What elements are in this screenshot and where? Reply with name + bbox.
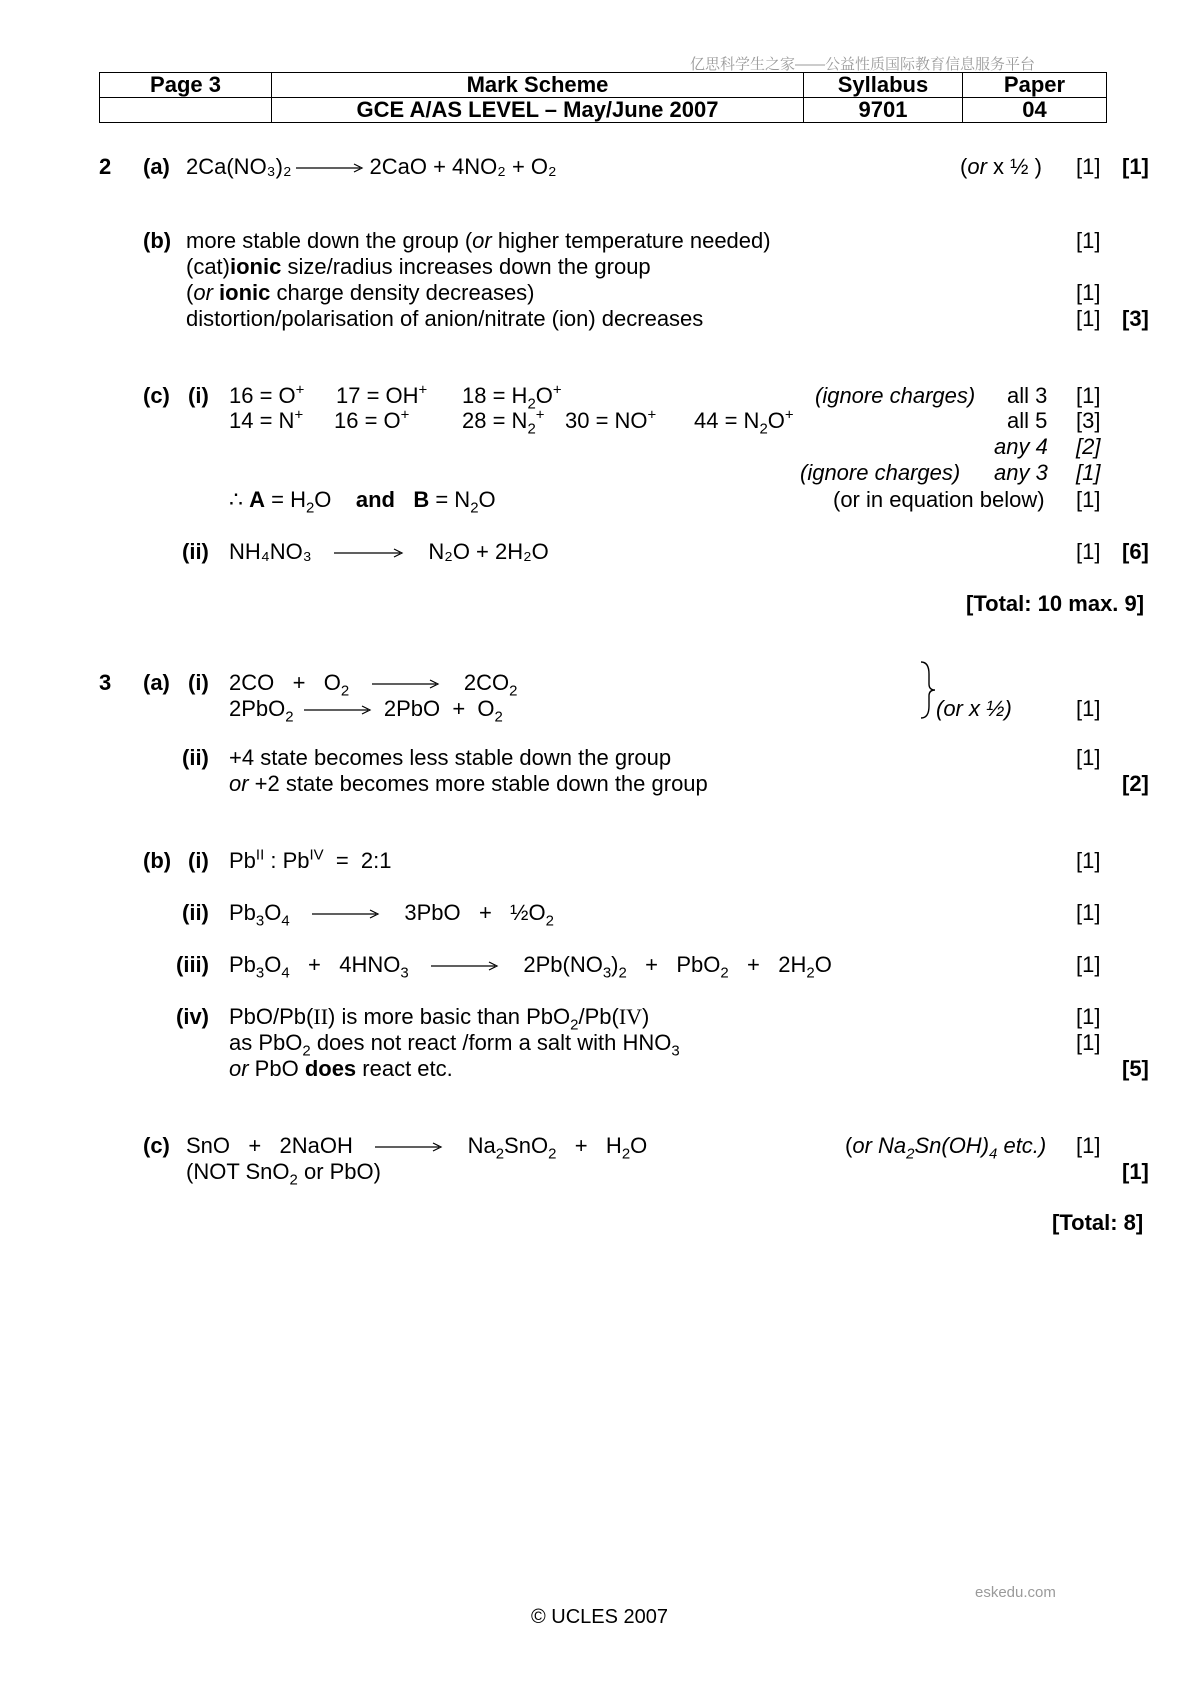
q2c-ii-equation bbox=[229, 541, 549, 563]
q3a-mark: [1] bbox=[1076, 696, 1101, 721]
header-empty-cell bbox=[100, 98, 272, 123]
copyright-footer: © UCLES 2007 bbox=[531, 1606, 669, 1628]
q2c-any3: any 3 bbox=[994, 460, 1048, 485]
q3a-note: (or x ½) bbox=[936, 696, 1012, 721]
q2c-ii-mark: [1] bbox=[1076, 539, 1101, 564]
q2c-ignore-charges: (ignore charges) bbox=[815, 383, 976, 408]
q2c-any3-mark: [1] bbox=[1076, 460, 1101, 485]
reaction-arrow-icon bbox=[375, 1142, 445, 1152]
q2b-line4: distortion/polarisation of anion/nitrate (ion) decreases bbox=[186, 306, 704, 331]
q3c-equation: SnO + 2NaOH $Na_2SnO_2 + H_2O$ bbox=[186, 1133, 648, 1163]
question-3-number: 3 bbox=[99, 670, 112, 695]
q3b-iv-line2: as PbO$_2$ does not react /form a salt with $HNO_3$ bbox=[229, 1030, 680, 1060]
q2b-line1-mark: [1] bbox=[1076, 228, 1101, 253]
q2c-conclusion: ∴ $A = H_2O$ and $B = N_2O$ bbox=[229, 487, 496, 517]
q2b-line4-mark: [1] bbox=[1076, 306, 1101, 331]
q2-grand-total: [Total: 10 max. 9] bbox=[966, 591, 1145, 616]
q3a-ii-line1: +4 state becomes less stable down the group bbox=[229, 745, 672, 770]
q3a-eq1: $2CO + O_2$ $2CO_2$ bbox=[229, 670, 518, 700]
q2c-row1-item: $18 = H_2O^+$ bbox=[462, 381, 562, 413]
q3b-iv-label: (iv) bbox=[176, 1004, 209, 1029]
q3c-mark: [1] bbox=[1076, 1133, 1101, 1158]
q3b-label: (b) bbox=[143, 848, 172, 873]
q2c-row2-item: $28 = N_2^+$ bbox=[462, 406, 545, 438]
q3a-eq2: 2PbO$_2$ $2PbO + O_2$ bbox=[229, 696, 503, 726]
q2a-equation bbox=[186, 156, 557, 178]
q2c-label: (c) bbox=[143, 383, 170, 408]
q3b-i-mark: [1] bbox=[1076, 848, 1101, 873]
header-paper-label: Paper bbox=[963, 73, 1107, 98]
q3b-ii-equation: $Pb_3O_4$ $3PbO + \frac{1}{2}O_2$ bbox=[229, 900, 554, 930]
site-watermark: eskedu.com bbox=[975, 1584, 1056, 1601]
q2b-line3-mark: [1] bbox=[1076, 280, 1101, 305]
watermark-text: 亿思科学生之家——公益性质国际教育信息服务平台 bbox=[690, 56, 1036, 73]
q3b-iv-line1: PbO/Pb(II) is more basic than PbO$_2$/Pb(IV) bbox=[229, 1004, 650, 1034]
q3b-i-label: (i) bbox=[188, 848, 209, 873]
header-paper: 04 bbox=[963, 98, 1107, 123]
q3b-i-text: $Pb^{II}$ : $Pb^{IV}$ = 2:1 bbox=[229, 846, 392, 873]
header-syllabus-label: Syllabus bbox=[804, 73, 963, 98]
q2c-ii-lhs: NH₄NO₃ bbox=[229, 539, 312, 564]
q2c-ignore-charges-2: (ignore charges) bbox=[800, 460, 961, 485]
header-mark-scheme: Mark Scheme bbox=[272, 73, 804, 98]
q2b-line2: (cat)ionic size/radius increases down the group bbox=[186, 254, 651, 279]
header-exam: GCE A/AS LEVEL – May/June 2007 bbox=[272, 98, 804, 123]
q2b-label: (b) bbox=[143, 228, 172, 253]
q3a-ii-mark: [1] bbox=[1076, 745, 1101, 770]
q2c-i-label: (i) bbox=[188, 383, 209, 408]
q2c-row1-item: 16 = O+ bbox=[229, 381, 305, 408]
header-table bbox=[99, 72, 1107, 123]
q3b-iii-equation: $Pb_3O_4 + 4HNO_3$ $2Pb(NO_3)_2 + PbO_2 + 2H_2O$ bbox=[229, 952, 832, 982]
q3b-iv-line2-mark: [1] bbox=[1076, 1030, 1101, 1055]
q2c-row2-item: $44 = N_2O^+$ bbox=[694, 406, 794, 438]
q3b-ii-label: (ii) bbox=[182, 900, 209, 925]
q3a-total: [2] bbox=[1122, 771, 1149, 796]
q3c-total: [1] bbox=[1122, 1159, 1149, 1184]
question-2-number: 2 bbox=[99, 154, 112, 179]
q2c-row2-item: 14 = N+ bbox=[229, 406, 304, 433]
q2a-label: (a) bbox=[143, 154, 170, 179]
q3c-label: (c) bbox=[143, 1133, 170, 1158]
reaction-arrow-icon bbox=[372, 679, 442, 689]
q3a-ii-label: (ii) bbox=[182, 745, 209, 770]
q3b-iii-label: (iii) bbox=[176, 952, 209, 977]
reaction-arrow-icon bbox=[431, 961, 501, 971]
reaction-arrow-icon bbox=[334, 548, 406, 558]
q2c-all3-mark: [1] bbox=[1076, 383, 1101, 408]
right-brace-icon bbox=[918, 660, 938, 720]
q2a-rhs: 2CaO + 4NO₂ + O₂ bbox=[369, 154, 557, 179]
q2a-total: [1] bbox=[1122, 154, 1149, 179]
q2c-all3: all 3 bbox=[1007, 383, 1048, 408]
q2a-mark: [1] bbox=[1076, 154, 1101, 179]
q3b-iv-line1-mark: [1] bbox=[1076, 1004, 1101, 1029]
q3a-ii-line2: or +2 state becomes more stable down the group bbox=[229, 771, 708, 796]
q2c-any4-mark: [2] bbox=[1076, 434, 1101, 459]
q2b-total: [3] bbox=[1122, 306, 1149, 331]
q2a-note: (or x ½ ) bbox=[960, 154, 1042, 179]
q3-grand-total: [Total: 8] bbox=[1052, 1210, 1144, 1235]
q3a-label: (a) bbox=[143, 670, 170, 695]
q2b-line3: (or ionic charge density decreases) bbox=[186, 280, 535, 305]
q2c-row1-item: 17 = OH+ bbox=[336, 381, 428, 408]
q2c-row2-item: 16 = O+ bbox=[334, 406, 410, 433]
reaction-arrow-icon bbox=[296, 163, 366, 173]
reaction-arrow-icon bbox=[304, 705, 374, 715]
q2c-ii-label: (ii) bbox=[182, 539, 209, 564]
q2c-total: [6] bbox=[1122, 539, 1149, 564]
q2c-row2-item: 30 = NO+ bbox=[565, 406, 657, 433]
q2c-any4: any 4 bbox=[994, 434, 1048, 459]
q2c-ii-rhs: N₂O + 2H₂O bbox=[428, 539, 549, 564]
q2b-line1: more stable down the group (or higher temperature needed) bbox=[186, 228, 771, 253]
q2c-all5-mark: [3] bbox=[1076, 408, 1101, 433]
header-page: Page 3 bbox=[100, 73, 272, 98]
reaction-arrow-icon bbox=[312, 909, 382, 919]
q2a-lhs: 2Ca(NO₃)₂ bbox=[186, 154, 292, 179]
q3b-iii-mark: [1] bbox=[1076, 952, 1101, 977]
header-syllabus: 9701 bbox=[804, 98, 963, 123]
q3b-total: [5] bbox=[1122, 1056, 1149, 1081]
q3b-iv-line3: or PbO does react etc. bbox=[229, 1056, 453, 1081]
q2c-or-eq: (or in equation below) bbox=[833, 487, 1045, 512]
q3b-ii-mark: [1] bbox=[1076, 900, 1101, 925]
q2c-or-eq-mark: [1] bbox=[1076, 487, 1101, 512]
q3c-not-line: (NOT SnO$_2$ or PbO) bbox=[186, 1159, 381, 1189]
q3c-note: (or $Na_2Sn(OH)_4$ etc.) bbox=[845, 1133, 1047, 1163]
q2c-all5: all 5 bbox=[1007, 408, 1048, 433]
q3a-i-label: (i) bbox=[188, 670, 209, 695]
